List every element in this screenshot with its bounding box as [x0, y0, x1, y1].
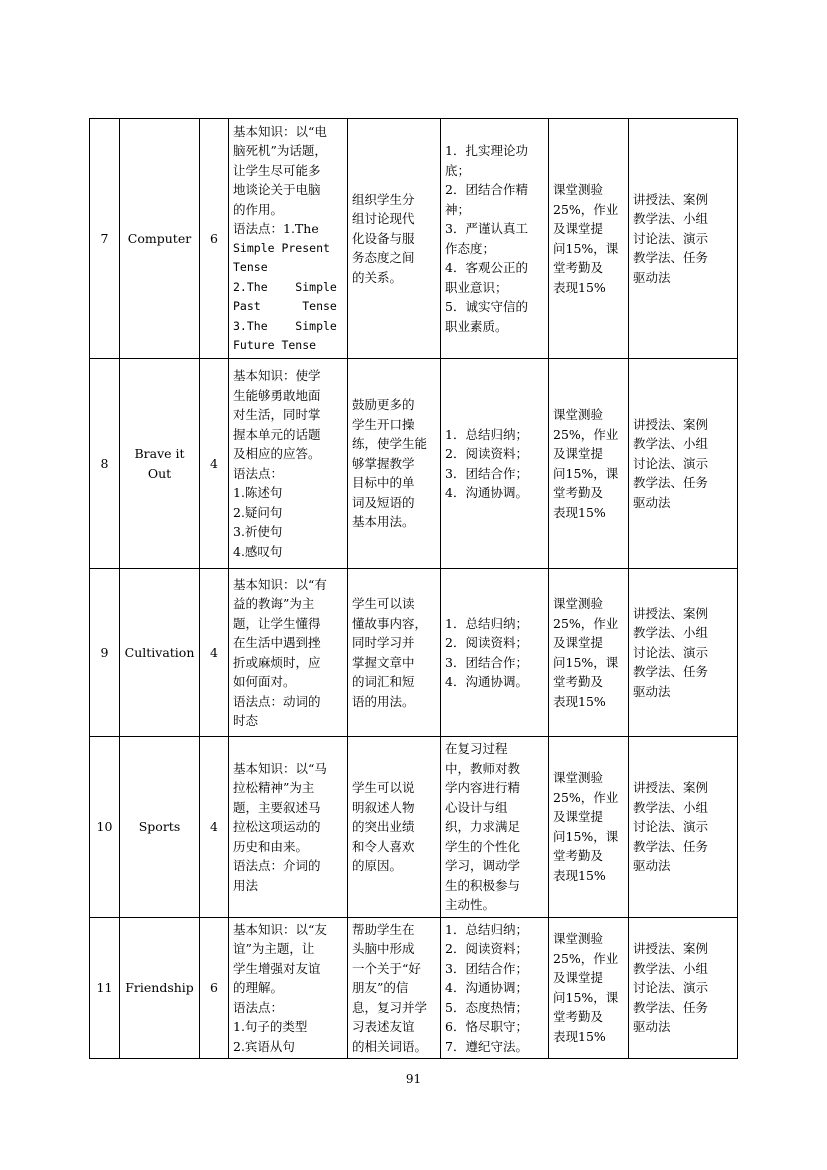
- unit-content-line: 题，让学生懂得: [233, 615, 321, 631]
- course-schedule-table: [89, 118, 738, 1059]
- ideological-goal-line: 5．态度热情；: [445, 999, 528, 1015]
- ideological-goal-line: 1．总结归纳；: [445, 615, 528, 631]
- unit-content-line: Past Tense: [233, 299, 337, 313]
- evaluation-method: [549, 359, 629, 569]
- teaching-goal-line: 和令人喜欢: [352, 838, 415, 854]
- ideological-goal-line: 2．阅读资料；: [445, 941, 528, 956]
- unit-content: [229, 569, 348, 737]
- evaluation-method-line: 表现15%: [553, 1028, 606, 1044]
- teaching-method-line: 教学法、任务: [633, 838, 709, 854]
- unit-content-line: 题，主要叙述马: [233, 799, 321, 815]
- teaching-goal: [348, 569, 441, 737]
- unit-content-line: 脑死机”为话题，: [233, 143, 327, 158]
- unit-content-line: 历史和由来。: [233, 838, 309, 854]
- evaluation-method-line: 表现15%: [553, 504, 606, 520]
- unit-content-line: 3.The Simple: [233, 318, 337, 333]
- evaluation-method-line: 课堂测验: [553, 770, 604, 786]
- teaching-method-line: 讨论法、演示: [633, 455, 709, 471]
- teaching-method-line: 教学法、小组: [633, 625, 709, 641]
- teaching-goal-line: 的原因。: [352, 858, 403, 873]
- ideological-goal-line: 3．团结合作；: [445, 654, 528, 670]
- teaching-goal-line: 组织学生分: [352, 191, 415, 207]
- unit-content-line: 1.句子的类型: [233, 1019, 308, 1034]
- ideological-goal-line: 职业意识；: [445, 279, 508, 295]
- teaching-goal-line: 词及短语的: [352, 494, 415, 510]
- teaching-goal-line: 帮助学生在: [352, 921, 415, 937]
- unit-content: [229, 119, 348, 359]
- unit-content-line: 拉松这项运动的: [233, 819, 321, 834]
- unit-hours: 4: [200, 359, 229, 569]
- unit-content-line: 基本知识：以“电: [233, 123, 327, 139]
- evaluation-method: [549, 119, 629, 359]
- ideological-goal-line: 4．沟通协调；: [445, 980, 528, 995]
- unit-content-line: 3.祈使句: [233, 524, 283, 539]
- unit-content-line: 益的教诲”为主: [233, 596, 315, 611]
- table-row: [90, 569, 738, 737]
- teaching-goal: [348, 119, 441, 359]
- ideological-goal-line: 3．团结合作；: [445, 960, 528, 976]
- ideological-goal-line: 3．严谨认真工: [445, 221, 528, 236]
- unit-name: Brave it Out: [120, 359, 200, 569]
- teaching-method-line: 驱动法: [633, 1019, 671, 1034]
- teaching-method-line: 驱动法: [633, 269, 671, 285]
- ideological-goal-line: 4．客观公正的: [445, 260, 528, 275]
- unit-hours: 4: [200, 569, 229, 737]
- evaluation-method-line: 25%，作业: [553, 950, 619, 966]
- teaching-goal-line: 语的用法。: [352, 693, 415, 709]
- teaching-goal-line: 练，使学生能: [352, 436, 428, 452]
- teaching-goal-line: 的词汇和短: [352, 674, 415, 689]
- teaching-goal-line: 息，复习并学: [352, 999, 428, 1015]
- teaching-method-line: 驱动法: [633, 494, 671, 510]
- unit-content-line: 时态: [233, 713, 259, 728]
- ideological-goal-line: 底；: [445, 162, 471, 178]
- teaching-goal-line: 习表述友谊: [352, 1019, 415, 1034]
- ideological-goal-line: 织，力求满足: [445, 819, 521, 834]
- unit-content-line: 握本单元的话题: [233, 426, 321, 442]
- evaluation-method-line: 堂考勤及: [553, 848, 604, 864]
- row-number: 8: [90, 359, 120, 569]
- unit-content-line: 用法: [233, 877, 259, 893]
- evaluation-method-line: 问15%，课: [553, 989, 619, 1005]
- teaching-goal-line: 学生可以读: [352, 596, 415, 611]
- unit-name: Friendship: [120, 917, 200, 1059]
- teaching-method-line: 讲授法、案例: [633, 191, 709, 207]
- teaching-goal-line: 的相关词语。: [352, 1038, 428, 1054]
- teaching-goal-line: 学生可以说: [352, 780, 415, 795]
- teaching-method-line: 讲授法、案例: [633, 780, 709, 795]
- ideological-goal-line: 3．团结合作；: [445, 465, 528, 481]
- ideological-goal-line: 5．诚实守信的: [445, 299, 528, 314]
- evaluation-method-line: 表现15%: [553, 867, 606, 883]
- table-row: [90, 119, 738, 359]
- unit-content-line: 语法点：1.The: [233, 221, 319, 236]
- evaluation-method-line: 及课堂提: [553, 970, 604, 986]
- evaluation-method-line: 及课堂提: [553, 221, 604, 236]
- evaluation-method: [549, 737, 629, 918]
- ideological-goal-line: 职业素质。: [445, 318, 508, 334]
- unit-content-line: 语法点：: [233, 465, 284, 481]
- evaluation-method-line: 课堂测验: [553, 931, 604, 947]
- ideological-goal-line: 4．沟通协调。: [445, 674, 528, 689]
- teaching-method: [629, 569, 738, 737]
- ideological-goal-line: 1．扎实理论功: [445, 143, 528, 158]
- unit-content-line: 谊”为主题，让: [233, 941, 315, 956]
- ideological-goal: [441, 917, 549, 1059]
- teaching-method-line: 教学法、小组: [633, 960, 709, 976]
- teaching-method-line: 讨论法、演示: [633, 644, 709, 660]
- row-number: 10: [90, 737, 120, 918]
- unit-content-line: 的作用。: [233, 201, 284, 217]
- teaching-method-line: 教学法、任务: [633, 250, 709, 266]
- evaluation-method-line: 表现15%: [553, 693, 606, 709]
- evaluation-method-line: 及课堂提: [553, 635, 604, 650]
- table-row: [90, 359, 738, 569]
- teaching-goal-line: 学生开口操: [352, 416, 415, 432]
- row-number: 7: [90, 119, 120, 359]
- unit-content-line: 在生活中遇到挫: [233, 635, 321, 650]
- teaching-method-line: 讲授法、案例: [633, 416, 709, 432]
- row-number: 11: [90, 917, 120, 1059]
- evaluation-method: [549, 569, 629, 737]
- ideological-goal-line: 中，教师对教: [445, 760, 521, 776]
- unit-content-line: 语法点：: [233, 999, 284, 1015]
- teaching-method: [629, 119, 738, 359]
- unit-content-line: 1.陈述句: [233, 485, 283, 500]
- unit-content-line: 2.疑问句: [233, 504, 283, 520]
- ideological-goal-line: 主动性。: [445, 897, 496, 912]
- unit-content: [229, 737, 348, 918]
- unit-hours: 6: [200, 119, 229, 359]
- teaching-goal-line: 鼓励更多的: [352, 397, 415, 413]
- unit-content-line: 基本知识：以“友: [233, 921, 327, 937]
- teaching-method-line: 讨论法、演示: [633, 980, 709, 995]
- table-row: [90, 737, 738, 918]
- evaluation-method-line: 问15%，课: [553, 240, 619, 256]
- teaching-method-line: 教学法、任务: [633, 664, 709, 680]
- unit-content-line: 如何面对。: [233, 674, 296, 689]
- ideological-goal-line: 作态度；: [445, 240, 496, 256]
- unit-content-line: 及相应的应答。: [233, 446, 321, 461]
- evaluation-method-line: 表现15%: [553, 279, 606, 295]
- evaluation-method-line: 及课堂提: [553, 446, 604, 461]
- teaching-method: [629, 737, 738, 918]
- teaching-goal-line: 掌握文章中: [352, 654, 415, 670]
- evaluation-method-line: 课堂测验: [553, 596, 604, 611]
- unit-content-line: 2.The Simple: [233, 279, 337, 294]
- ideological-goal: [441, 359, 549, 569]
- unit-content-line: 语法点：介词的: [233, 858, 321, 873]
- ideological-goal-line: 2．阅读资料；: [445, 446, 528, 461]
- ideological-goal-line: 学生的个性化: [445, 838, 521, 854]
- unit-content-line: 基本知识：以“有: [233, 576, 327, 592]
- teaching-method-line: 讲授法、案例: [633, 941, 709, 956]
- unit-content-line: 拉松精神”为主: [233, 780, 315, 795]
- teaching-goal-line: 一个关于“好: [352, 960, 421, 976]
- unit-content-line: 生能够勇敢地面: [233, 387, 321, 403]
- teaching-method-line: 讨论法、演示: [633, 230, 709, 246]
- evaluation-method-line: 课堂测验: [553, 182, 604, 197]
- teaching-goal-line: 务态度之间: [352, 250, 415, 266]
- teaching-goal-line: 的关系。: [352, 269, 403, 285]
- evaluation-method-line: 25%，作业: [553, 426, 619, 442]
- unit-content: [229, 917, 348, 1059]
- unit-content-line: 4.感叹句: [233, 543, 283, 559]
- teaching-method-line: 教学法、任务: [633, 475, 709, 491]
- teaching-goal-line: 同时学习并: [352, 635, 415, 650]
- evaluation-method-line: 堂考勤及: [553, 260, 604, 275]
- page-number: 91: [405, 1072, 422, 1086]
- ideological-goal-line: 2．阅读资料；: [445, 635, 528, 650]
- table-row: [90, 917, 738, 1059]
- teaching-method-line: 讲授法、案例: [633, 605, 709, 621]
- evaluation-method-line: 问15%，课: [553, 654, 619, 670]
- ideological-goal-line: 6．恪尽职守；: [445, 1019, 528, 1034]
- unit-content-line: 折或麻烦时，应: [233, 654, 321, 670]
- unit-content-line: 2.宾语从句: [233, 1038, 295, 1054]
- unit-content-line: 学生增强对友谊: [233, 960, 321, 976]
- ideological-goal-line: 学习，调动学: [445, 858, 521, 873]
- ideological-goal: [441, 119, 549, 359]
- teaching-method-line: 驱动法: [633, 683, 671, 699]
- row-number: 9: [90, 569, 120, 737]
- evaluation-method-line: 25%，作业: [553, 789, 619, 805]
- evaluation-method-line: 25%，作业: [553, 201, 619, 217]
- unit-content-line: 让学生尽可能多: [233, 162, 321, 178]
- ideological-goal-line: 4．沟通协调。: [445, 485, 528, 500]
- evaluation-method-line: 25%，作业: [553, 615, 619, 631]
- teaching-goal-line: 头脑中形成: [352, 941, 415, 956]
- unit-content-line: 语法点：动词的: [233, 693, 321, 709]
- unit-hours: 6: [200, 917, 229, 1059]
- teaching-method-line: 教学法、小组: [633, 211, 709, 227]
- unit-content-line: Simple Present: [233, 240, 330, 255]
- evaluation-method-line: 问15%，课: [553, 465, 619, 481]
- teaching-goal-line: 组讨论现代: [352, 211, 415, 227]
- unit-content-line: 基本知识：使学: [233, 368, 321, 383]
- ideological-goal-line: 1．总结归纳；: [445, 921, 528, 937]
- ideological-goal-line: 学内容进行精: [445, 780, 521, 795]
- ideological-goal: [441, 569, 549, 737]
- unit-name: Computer: [120, 119, 200, 359]
- teaching-goal: [348, 737, 441, 918]
- teaching-goal: [348, 359, 441, 569]
- teaching-goal-line: 明叙述人物: [352, 799, 415, 815]
- ideological-goal-line: 神；: [445, 201, 471, 217]
- teaching-method-line: 教学法、小组: [633, 436, 709, 452]
- teaching-goal-line: 够掌握教学: [352, 455, 415, 471]
- teaching-method-line: 教学法、小组: [633, 799, 709, 815]
- unit-content-line: Future Tense: [233, 338, 317, 352]
- ideological-goal-line: 生的积极参与: [445, 877, 521, 893]
- ideological-goal-line: 心设计与组: [445, 799, 508, 815]
- evaluation-method-line: 及课堂提: [553, 809, 604, 825]
- evaluation-method-line: 堂考勤及: [553, 674, 604, 689]
- teaching-method: [629, 359, 738, 569]
- unit-content: [229, 359, 348, 569]
- teaching-goal-line: 化设备与服: [352, 230, 415, 246]
- unit-content-line: 的理解。: [233, 980, 284, 995]
- teaching-method-line: 教学法、任务: [633, 999, 709, 1015]
- ideological-goal-line: 1．总结归纳；: [445, 426, 528, 442]
- evaluation-method-line: 问15%，课: [553, 828, 619, 844]
- teaching-goal: [348, 917, 441, 1059]
- teaching-goal-line: 目标中的单: [352, 475, 415, 491]
- unit-name: Sports: [120, 737, 200, 918]
- teaching-goal-line: 的突出业绩: [352, 819, 415, 834]
- unit-content-line: 地谈论关于电脑: [233, 182, 321, 197]
- evaluation-method: [549, 917, 629, 1059]
- ideological-goal: [441, 737, 549, 918]
- evaluation-method-line: 课堂测验: [553, 407, 604, 422]
- teaching-method: [629, 917, 738, 1059]
- unit-content-line: Tense: [233, 260, 268, 274]
- unit-content-line: 对生活，同时掌: [233, 407, 321, 422]
- evaluation-method-line: 堂考勤及: [553, 1009, 604, 1025]
- teaching-method-line: 讨论法、演示: [633, 819, 709, 834]
- ideological-goal-line: 在复习过程: [445, 741, 508, 756]
- ideological-goal-line: 7．遵纪守法。: [445, 1038, 528, 1054]
- teaching-method-line: 驱动法: [633, 858, 671, 873]
- unit-hours: 4: [200, 737, 229, 918]
- teaching-goal-line: 朋友”的信: [352, 980, 409, 995]
- evaluation-method-line: 堂考勤及: [553, 485, 604, 500]
- unit-name: Cultivation: [120, 569, 200, 737]
- teaching-goal-line: 懂故事内容，: [352, 615, 428, 631]
- ideological-goal-line: 2．团结合作精: [445, 182, 528, 197]
- teaching-goal-line: 基本用法。: [352, 514, 415, 530]
- unit-content-line: 基本知识：以“马: [233, 760, 327, 776]
